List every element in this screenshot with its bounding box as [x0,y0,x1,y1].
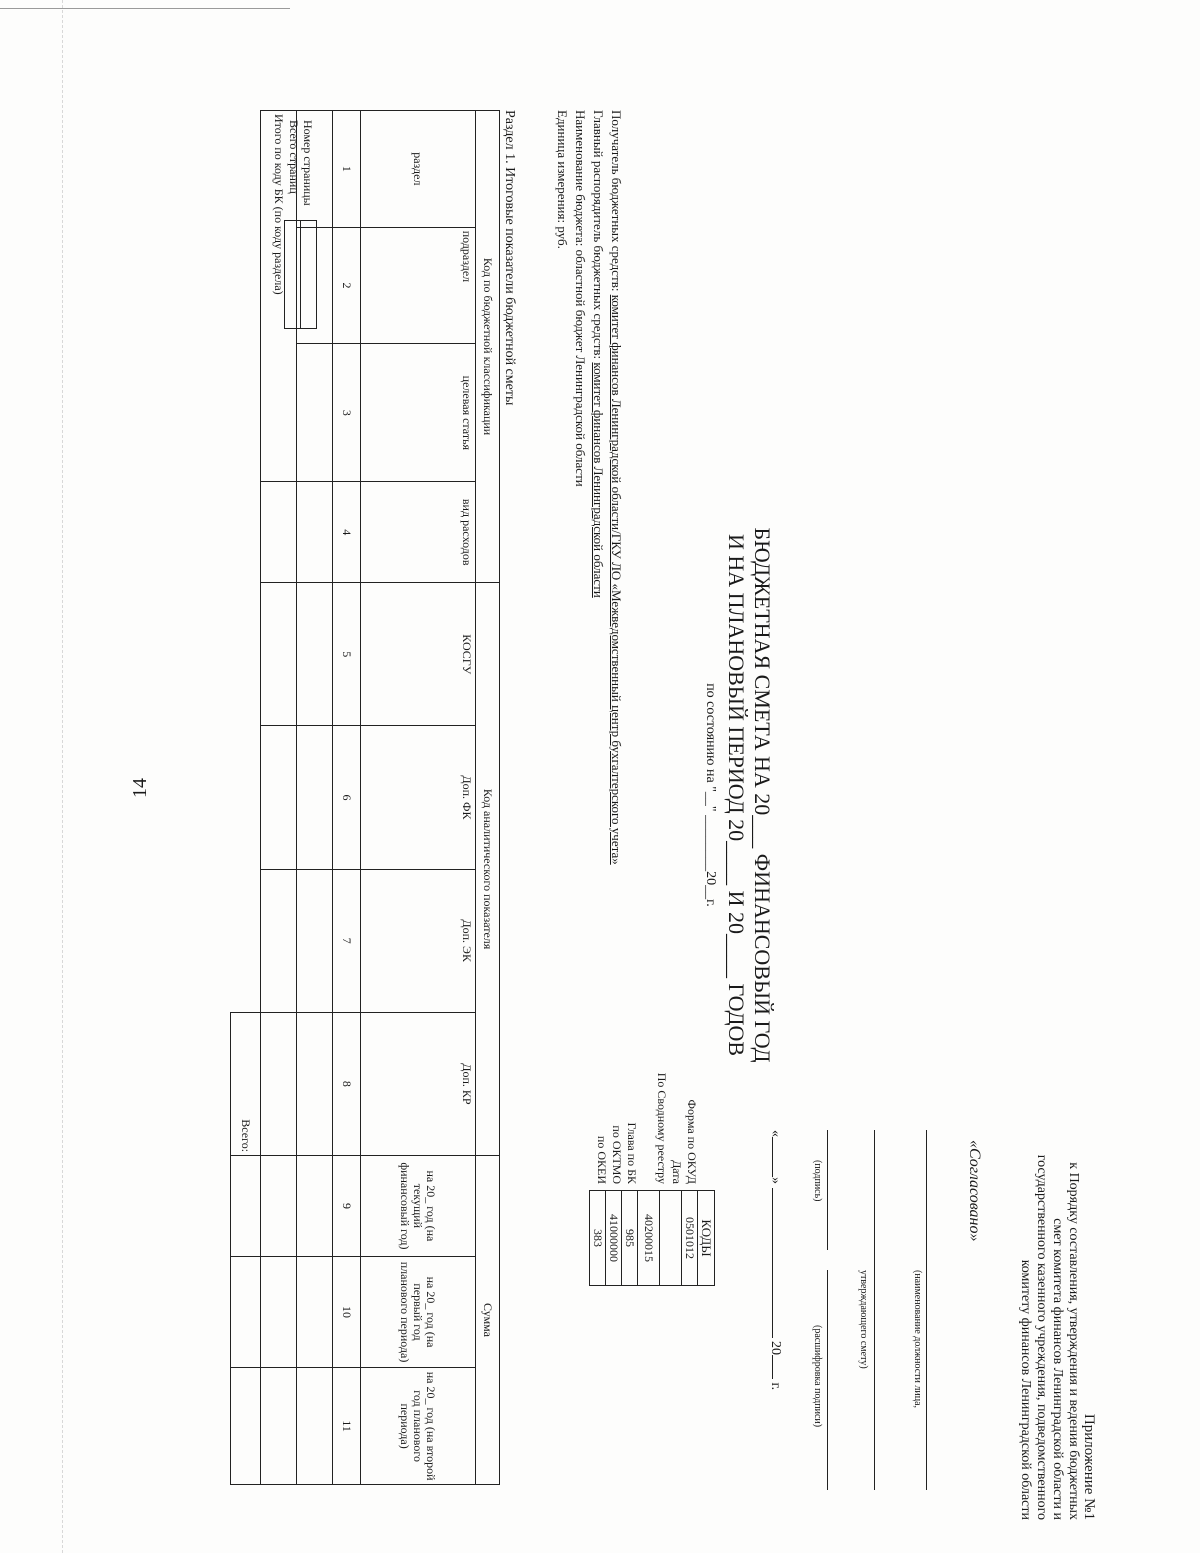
page-number-cell[interactable] [301,221,317,329]
group-analytic-header: Код аналитического показателя [476,583,500,1156]
page-number: 14 [129,778,151,798]
col-number: 7 [333,869,361,1012]
scan-fold-line [62,0,63,1553]
col-number: 3 [333,344,361,482]
total-pages-label: Всего страниц [287,120,301,194]
code-bk: 985 [622,1191,638,1286]
col-header-dop-ek: Доп. ЭК [361,869,476,1012]
subtotal-label: Итого по коду БК (по коду раздела) [261,111,297,482]
table-cell[interactable] [261,482,297,583]
group-bk-header: Код по бюджетной классификации [476,111,500,583]
codes-header: КОДЫ [698,1191,715,1286]
as-of-date: по состоянию на "__" ________20__г. [703,683,718,907]
col-number: 10 [333,1256,361,1367]
annex-line: смет комитета финансов Ленинградской области и [1050,1218,1065,1520]
decoding-line[interactable] [827,1270,828,1490]
signature-caption: (подпись) [812,1160,823,1202]
col-header-plan-year-1: на 20_ год (на первый год планового периода) [361,1256,476,1367]
page-counter-box [284,220,317,329]
annex-line: к Порядку составления, утверждения и ведения бюджетных [1066,1162,1081,1520]
col-header-dop-kr: Доп. КР [361,1012,476,1155]
page-counter-labels [287,120,315,206]
approval-heading: «Согласовано» [966,1140,983,1242]
title-line-1: БЮДЖЕТНАЯ СМЕТА НА 20___ ФИНАНСОВЫЙ ГОД [750,527,775,1063]
code-registry: 40200015 [638,1191,660,1286]
code-date[interactable] [660,1191,682,1286]
code-label-okei: по ОКЕИ [595,1135,609,1184]
table-cell[interactable] [297,869,333,1012]
table-cell[interactable] [261,1368,297,1485]
col-header-kosgu: КОСГУ [361,583,476,726]
page-number-label: Номер страницы [301,120,315,206]
total-spacer [231,111,261,1013]
total-row [231,111,261,1485]
col-number: 8 [333,1012,361,1155]
table-cell[interactable] [297,1012,333,1155]
manager-row [589,110,607,1150]
col-header-plan-year-2: на 20_ год (на второй год планового периода) [361,1368,476,1485]
annex-block [1017,1140,1097,1520]
section-title: Раздел 1. Итоговые показатели бюджетной сметы [502,110,517,406]
col-header-expense-type: вид расходов [361,482,476,583]
table-cell[interactable] [261,583,297,726]
total-cell[interactable] [231,1256,261,1367]
table-cell[interactable] [261,869,297,1012]
code-label-registry: По Сводному реестру [655,1072,669,1184]
table-cell[interactable] [297,482,333,583]
table-cell[interactable] [297,1368,333,1485]
budget-row [571,110,589,1150]
col-header-razdel: раздел [361,111,476,228]
year-prefix: 20 [768,1341,783,1355]
budget-table [230,110,500,1485]
col-number: 9 [333,1156,361,1257]
code-label-bk: Глава по БК [625,1122,639,1184]
total-pages-cell[interactable] [285,221,301,329]
table-cell[interactable] [261,1012,297,1155]
recipient-row [607,110,625,1150]
table-cell[interactable] [261,1156,297,1257]
manager-label: Главный распорядитель бюджетных средств: [591,110,606,360]
col-header-current-year: на 20_ год (на текущий финансовый год) [361,1156,476,1257]
code-okud: 0501012 [682,1191,698,1286]
col-header-dop-fk: Доп. ФК [361,726,476,869]
col-header-podrazdel: подраздел [361,227,476,344]
title-line-2: И НА ПЛАНОВЫЙ ПЕРИОД 20____ И 20____ ГОДОВ [724,533,749,1057]
code-okei: 383 [590,1191,606,1286]
annex-title: Приложение №1 [1081,1413,1097,1520]
rotated-form [185,60,1195,1530]
total-label: Всего: [231,1012,261,1155]
col-number: 11 [333,1368,361,1485]
total-cell[interactable] [231,1368,261,1485]
recipient-label: Получатель бюджетных средств: [609,110,624,292]
code-oktmo: 41000000 [606,1191,622,1286]
col-number: 4 [333,482,361,583]
total-cell[interactable] [231,1156,261,1257]
group-sum-header: Сумма [476,1156,500,1485]
table-cell[interactable] [297,1256,333,1367]
decoding-caption: (расшифровка подписи) [812,1325,823,1428]
col-header-target: целевая статья [361,344,476,482]
signature-line[interactable] [827,1130,828,1250]
date-quote-close: » [768,1177,783,1184]
annex-line: комитету финансов Ленинградской области [1018,1259,1033,1520]
table-cell[interactable] [297,1156,333,1257]
col-number: 6 [333,726,361,869]
code-label-date: Дата [670,1160,684,1184]
table-cell[interactable] [261,726,297,869]
manager-value: комитет финансов Ленинградской области [591,362,606,598]
table-cell[interactable] [261,1256,297,1367]
position-line[interactable] [926,1130,927,1490]
recipient-value: комитет финансов Ленинградской области/ГКУ ЛО «Межведомственный центр бухгалтерского учета» [609,294,624,865]
document-title [701,60,775,1530]
table-cell[interactable] [297,726,333,869]
recipient-info [553,110,625,1150]
col-number: 5 [333,583,361,726]
unit-row: Единица измерения: руб. [555,110,570,249]
table-cell[interactable] [297,583,333,726]
code-label-oktmo: по ОКТМО [610,1125,624,1184]
col-number: 2 [333,227,361,344]
position-caption-2: утверждающего смету) [858,1270,869,1369]
code-label-okud: Форма по ОКУД [685,1099,699,1184]
col-number: 1 [333,111,361,228]
scan-edge-line [0,8,290,9]
date-quote-open: « [768,1130,783,1137]
budget-value: областной бюджет Ленинградской области [573,249,588,487]
code-label-spacer [639,960,654,1184]
annex-line: государственного казенного учреждения, подведомственного [1034,1154,1049,1520]
year-suffix: г. [768,1382,783,1391]
position-caption: (наименование должности лица, [912,1270,923,1409]
budget-label: Наименование бюджета: [573,110,588,247]
table-cell[interactable] [297,344,333,482]
position-line-2[interactable] [874,1130,875,1490]
codes-table [589,1190,715,1286]
